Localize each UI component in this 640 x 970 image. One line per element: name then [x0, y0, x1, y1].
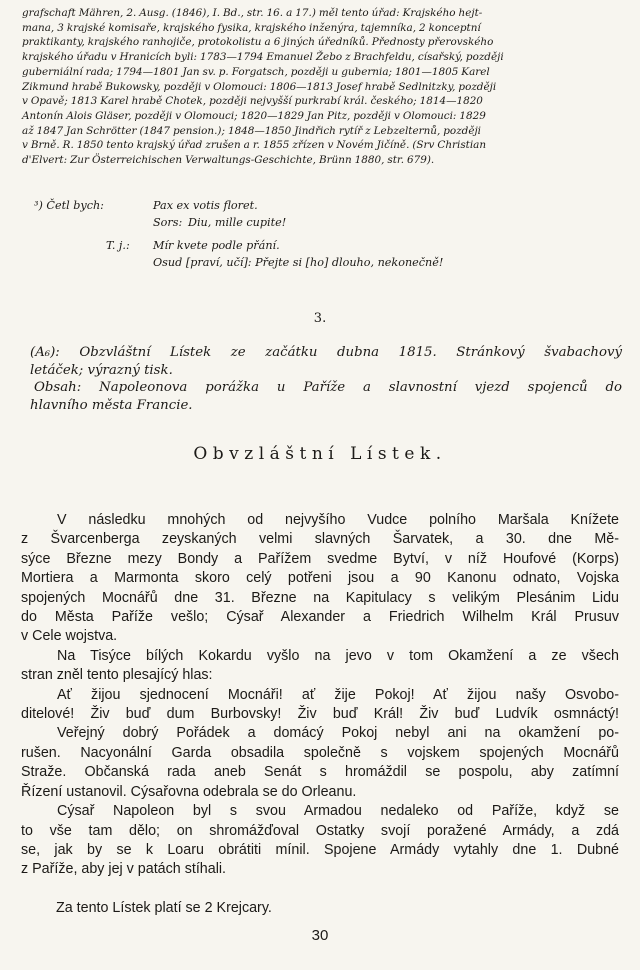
body-line: z Švarcenberga zeyskaných velmi slavných Šarvatek, a 30. dne Mě-: [21, 531, 619, 548]
latin-reading: Pax ex votis floret.: [153, 199, 258, 212]
footnote-line: praktikanty, krajského ranhojiče, protokolistu a 6 jiných úředníků. Přednosty přerovského: [22, 36, 494, 49]
body-line: z Paříže, aby jej v patách stíhali.: [21, 861, 227, 878]
czech-reply: Osud [praví, učí]: Přejte si [ho] dlouho, nekonečně!: [153, 256, 444, 269]
sors-label: Sors:: [153, 216, 183, 229]
document-description: [30, 344, 622, 414]
body-line: to vše tam dělo; on shromážďoval Ostatky svojí poražené Armády, a zdá: [21, 822, 619, 839]
page-number: 30: [311, 927, 329, 944]
description-line: (A₆): Obzvláštní Lístek ze začátku dubna 1815. Stránkový švabachový: [30, 345, 622, 360]
body-line: ditelové! Živ buď dum Burbovsky! Živ buď Král! Živ buď Ludvík osmnáctý!: [21, 706, 619, 723]
footnote-line: grafschaft Mähren, 2. Ausg. (1846), I. Bd., str. 16. a 17.) měl tento úřad: Krajského hejt-: [22, 7, 483, 19]
content-summary-line: hlavního města Francie.: [30, 397, 193, 413]
footnote-line: d'Elvert: Zur Österreichischen Verwaltungs-Geschichte, Brünn 1880, str. 679).: [22, 154, 435, 167]
body-line: sýce Březne mezy Bondy a Pařížem svedme Bytví, v níž Houfové (Korps): [21, 550, 619, 567]
description-line: letáček; výrazný tisk.: [30, 362, 173, 378]
body-line: se, jak by se k Loaru obrátiti mínil. Spojene Armády vytahly dne 1. Dubné: [21, 841, 619, 858]
footnote-line: Antonín Alois Gläser, později v Olomouci; 1820—1829 Jan Pitz, později v Olomouci: 1829: [22, 109, 486, 122]
footnote-line: až 1847 Jan Schrötter (1847 pension.); 1848—1850 Jindřich rytíř z Lebzelternů, později: [22, 124, 482, 137]
latin-reply: Diu, mille cupite!: [188, 216, 287, 229]
footnote-line: Zikmund hrabě Bukowsky, později v Olomouci: 1806—1813 Josef hrabě Sedlnitzky, později: [22, 80, 497, 93]
footnote-line: krajského úřadu v Hranicích byli: 1783—1794 Emanuel Žebo z Brachfeldu, císařský, později: [22, 51, 504, 64]
content-summary-line: Obsah: Napoleonova porážka u Paříže a slavnostní vjezd spojenců do: [34, 380, 622, 396]
body-line: Cýsař Napoleon byl s svou Armadou nedaleko od Paříže, když se: [57, 803, 619, 820]
leaflet-title: Obvzláštní Lístek.: [193, 444, 447, 464]
footnote-line: v Brně. R. 1850 tento krajský úřad zrušen a r. 1855 zřízen v Novém Jičíně. (Srv Christian: [22, 139, 487, 152]
body-line: V následku mnohých od nejvyšího Vudce polního Maršala Knížete: [57, 512, 619, 528]
leaflet-body: [21, 511, 619, 880]
footnote-marker: ³) Četl bych:: [34, 199, 104, 212]
body-line: Mortiera a Marmonta skoro celý potřeni jsou a 90 Kanonu odnato, Vojska: [21, 570, 619, 587]
footnote-reading: [22, 199, 542, 273]
body-line: Na Tisýce bílých Kokardu vyšlo na jevo v tom Okamžení a ze všech: [57, 647, 619, 664]
body-line: rušen. Nacyonální Garda obsadila společně s vojskem spojených Mocnářů: [21, 744, 619, 761]
czech-translation: Mír kvete podle přání.: [153, 239, 280, 252]
translation-label: T. j.:: [106, 239, 130, 252]
body-line: Řízení ustanovil. Cýsařovna odebrala se do Orleanu.: [21, 783, 357, 800]
body-line: do Města Paříže vešlo; Cýsař Alexander a Friedrich Wilhelm Král Prusuv: [21, 609, 619, 626]
footnote-line: guberniální rada; 1794—1801 Jan sv. p. Forgatsch, později u gubernia; 1801—1805 Karel: [22, 65, 490, 78]
body-line: stran zněl tento plesajícý hlas:: [21, 667, 213, 684]
footnote-line: v Opavě; 1813 Karel hrabě Chotek, později nejvyšší purkrabí král. českého; 1814—1820: [22, 95, 483, 108]
body-line: Straže. Občanská rada aneb Senát s hromáždil se pospolu, aby zatímní: [21, 764, 619, 781]
body-line: Ať žijou sjednocení Mocnáři! ať žije Pokoj! Ať žijou našy Osvobo-: [57, 686, 619, 703]
body-line: Veřejný dobrý Pořádek a domácý Pokoj nebyl ani na okamžení po-: [57, 725, 619, 742]
footnote-line: mana, 3 krajské komisaře, krajského fysika, krajského inženýra, tajemníka, 2 konceptní: [22, 21, 481, 34]
body-line: v Cele wojstva.: [21, 628, 118, 645]
section-number: 3.: [313, 311, 327, 326]
price-note: Za tento Lístek platí se 2 Krejcary.: [56, 900, 272, 916]
footnote-continuation: [22, 6, 622, 168]
body-line: spojených Mocnářů dne 31. Březne na Kapitulacy s velikým Plesánim Lidu: [21, 589, 619, 606]
